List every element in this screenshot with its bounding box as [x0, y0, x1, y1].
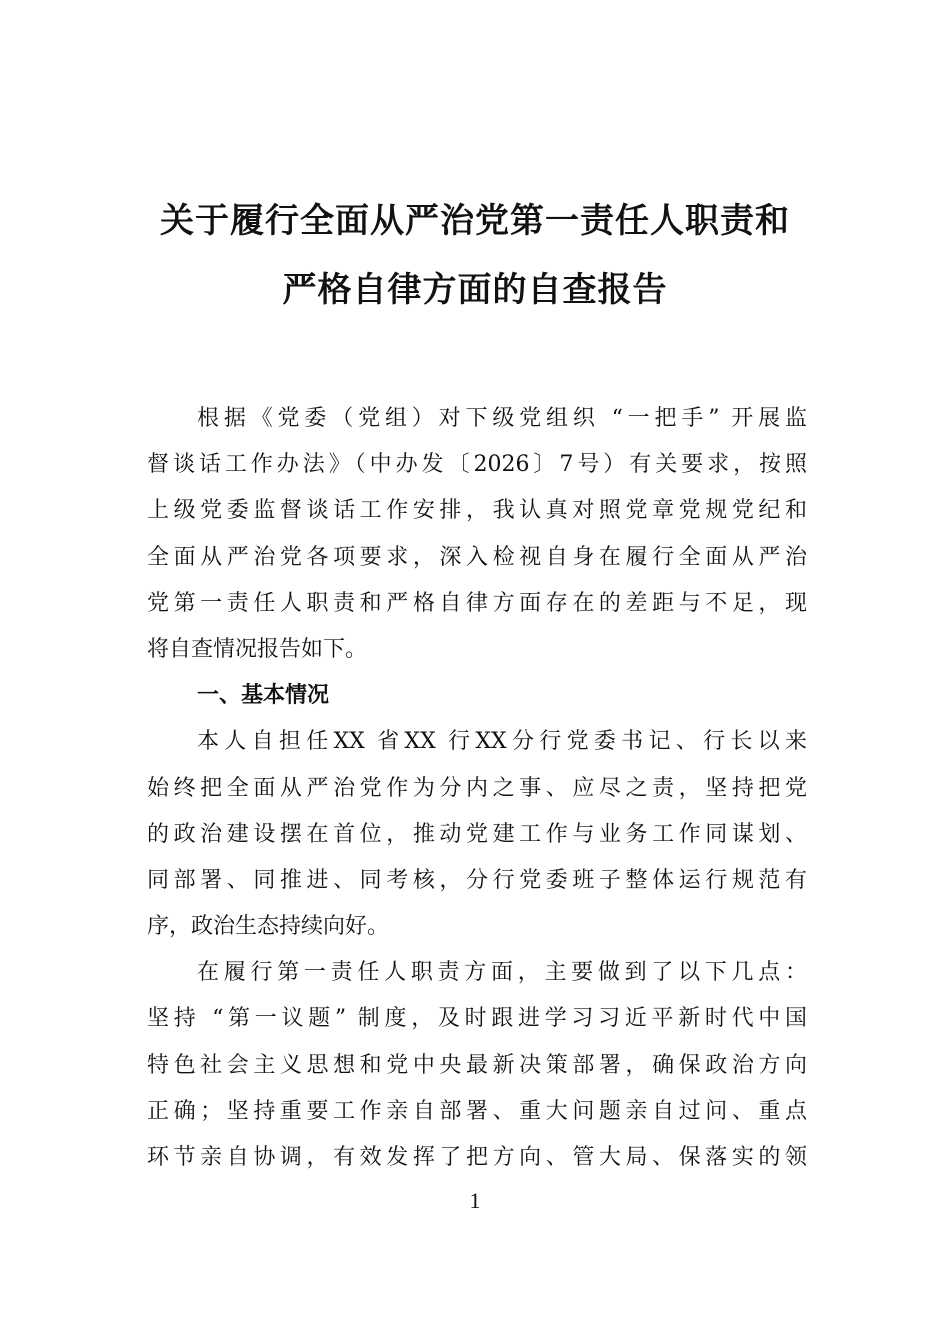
paragraph-3-line-4: 正确；坚持重要工作亲自部署、重大问题亲自过问、重点 [147, 1098, 807, 1124]
paragraph-2-line-3: 的政治建设摆在首位，推动党建工作与业务工作同谋划、 [147, 821, 807, 847]
paragraph-3-line-1: 在履行第一责任人职责方面，主要做到了以下几点： [197, 960, 807, 986]
paragraph-3-line-3: 特色社会主义思想和党中央最新决策部署，确保政治方向 [147, 1052, 807, 1078]
section-heading-basic-situation: 一、基本情况 [197, 683, 330, 709]
paragraph-2-line-1: 本人自担任XX 省XX 行XX分行党委书记、行长以来 [197, 729, 807, 755]
page-number: 1 [469, 1188, 481, 1213]
paragraph-2-line-2: 始终把全面从严治党作为分内之事、应尽之责，坚持把党 [147, 775, 807, 801]
paragraph-3-line-5: 环节亲自协调，有效发挥了把方向、管大局、保落实的领 [147, 1145, 807, 1170]
paragraph-2-line-4: 同部署、同推进、同考核，分行党委班子整体运行规范有 [147, 867, 807, 893]
paragraph-1-line-5: 党第一责任人职责和严格自律方面存在的差距与不足，现 [147, 590, 807, 616]
paragraph-1-line-3: 上级党委监督谈话工作安排，我认真对照党章党规党纪和 [147, 498, 807, 524]
paragraph-1-line-1: 根据《党委（党组）对下级党组织 “一把手” 开展监 [197, 406, 807, 431]
paragraph-1-line-2: 督谈话工作办法》（中办发〔2026〕7号）有关要求，按照 [147, 452, 807, 478]
paragraph-1-line-6: 将自查情况报告如下。 [147, 636, 368, 662]
document-title-line-2: 严格自律方面的自查报告 [282, 270, 668, 310]
document-title-line-1: 关于履行全面从严治党第一责任人职责和 [160, 201, 790, 241]
document-body [147, 396, 807, 1181]
paragraph-3-line-2: 坚持 “第一议题” 制度，及时跟进学习习近平新时代中国 [147, 1006, 807, 1032]
paragraph-2-line-5: 序，政治生态持续向好。 [147, 914, 390, 940]
paragraph-1-line-4: 全面从严治党各项要求，深入检视自身在履行全面从严治 [147, 544, 807, 570]
